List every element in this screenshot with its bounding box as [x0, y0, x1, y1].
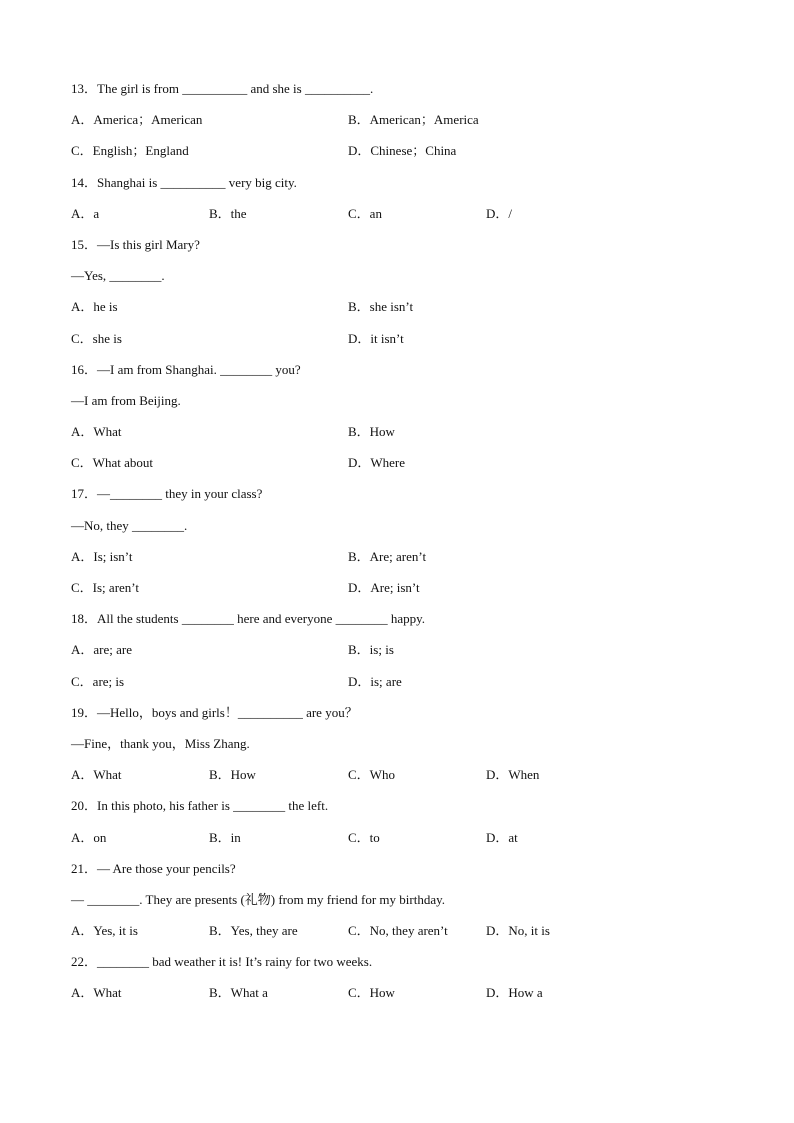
answer-option: A．Is; isn’t	[71, 548, 133, 564]
answer-option: D．is; are	[348, 673, 402, 689]
options-row	[71, 984, 751, 1015]
answer-option: D．/	[486, 205, 513, 221]
answer-option: C．English；England	[71, 143, 189, 159]
answer-option: C．Is; aren’t	[71, 580, 139, 595]
question-line: 20．In this photo, his father is ________ the left.	[71, 798, 329, 814]
question-line: 19．—Hello，boys and girls！__________ are you？	[71, 704, 358, 720]
answer-option: D．Where	[348, 455, 406, 471]
question-line: —Fine，thank you，Miss Zhang.	[71, 735, 250, 751]
question-line: 16．—I am from Shanghai. ________ you?	[71, 361, 301, 377]
answer-option: A．What	[71, 424, 122, 440]
question-line: 22．________ bad weather it is! It’s rainy for two weeks.	[71, 954, 373, 970]
question-line: 13．The girl is from __________ and she is __________.	[71, 81, 374, 96]
answer-option: A．What	[71, 985, 122, 1001]
answer-option: B．in	[209, 829, 241, 845]
options-row	[71, 205, 751, 236]
answer-option: B．American；America	[348, 112, 479, 128]
question-line: 18．All the students ________ here and everyone ________ happy.	[71, 611, 426, 627]
answer-option: B．What a	[209, 985, 268, 1001]
answer-option: B．the	[209, 205, 247, 221]
answer-option: A．on	[71, 829, 107, 845]
options-row	[71, 330, 751, 361]
answer-option: D．No, it is	[486, 923, 550, 939]
answer-option: C．Who	[348, 767, 395, 783]
answer-option: B．Are; aren’t	[348, 548, 427, 564]
answer-option: D．Chinese；China	[348, 143, 457, 159]
answer-option: C．What about	[71, 455, 153, 471]
question-line: —Yes, ________.	[71, 268, 165, 284]
options-row	[71, 673, 751, 704]
options-row	[71, 922, 751, 953]
answer-option: D．Are; isn’t	[348, 580, 420, 595]
answer-option: B．Yes, they are	[209, 923, 298, 939]
answer-option: A．What	[71, 767, 122, 783]
options-row	[71, 423, 751, 454]
question-line: 14．Shanghai is __________ very big city.	[71, 174, 297, 190]
options-row	[71, 579, 751, 610]
question-line: — ________. They are presents (礼物) from my friend for my birthday.	[71, 891, 446, 907]
answer-option: C．How	[348, 985, 395, 1001]
question-list	[71, 80, 751, 1016]
answer-option: B．How	[348, 424, 395, 440]
answer-option: A．are; are	[71, 642, 132, 658]
answer-option: C．she is	[71, 330, 122, 346]
answer-option: C．to	[348, 829, 380, 845]
options-row	[71, 298, 751, 329]
options-row	[71, 829, 751, 860]
answer-option: C．No, they aren’t	[348, 923, 448, 939]
answer-option: B．How	[209, 767, 256, 783]
answer-option: A．a	[71, 205, 100, 221]
answer-option: D．it isn’t	[348, 330, 404, 346]
options-row	[71, 142, 751, 173]
answer-option: C．an	[348, 205, 382, 221]
answer-option: A．he is	[71, 299, 118, 315]
answer-option: B．is; is	[348, 642, 394, 658]
answer-option: B．she isn’t	[348, 299, 414, 315]
options-row	[71, 548, 751, 579]
answer-option: D．at	[486, 829, 518, 845]
options-row	[71, 641, 751, 672]
question-line: 21．— Are those your pencils?	[71, 860, 236, 876]
options-row	[71, 454, 751, 485]
options-row	[71, 766, 751, 797]
answer-option: A．Yes, it is	[71, 923, 138, 939]
answer-option: D．When	[486, 767, 540, 783]
options-row	[71, 111, 751, 142]
question-line: —No, they ________.	[71, 517, 188, 533]
answer-option: A．America；American	[71, 112, 203, 128]
answer-option: D．How a	[486, 985, 543, 1001]
answer-option: C．are; is	[71, 673, 125, 689]
question-line: 15．—Is this girl Mary?	[71, 236, 200, 252]
question-line: 17．—________ they in your class?	[71, 486, 263, 502]
question-line: —I am from Beijing.	[71, 392, 181, 408]
